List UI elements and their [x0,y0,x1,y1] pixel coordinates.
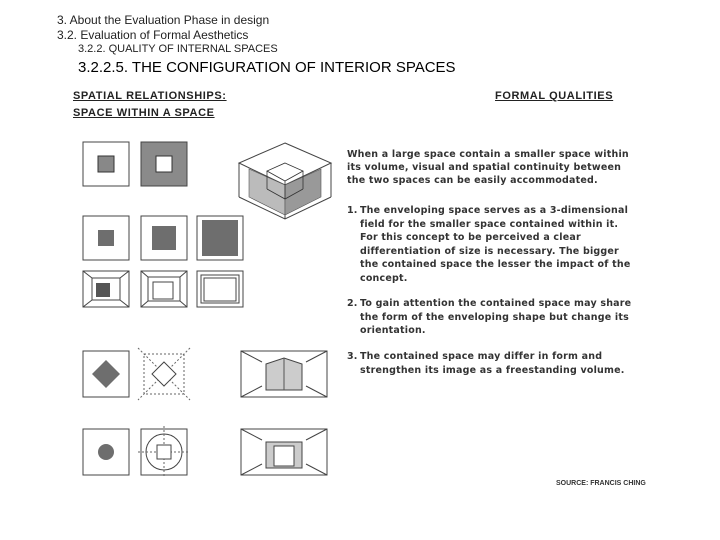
diamond-in-square-diagram [82,350,132,398]
perspective-volume-diagram [240,350,330,398]
isometric-box-diagram [237,141,333,221]
formal-qualities-label: FORMAL QUALITIES [495,90,614,102]
breadcrumb-line-3: 3.2.2. QUALITY OF INTERNAL SPACES [78,43,278,55]
perspective-room-diagram [82,270,132,310]
circle-grid-diagram [138,426,190,478]
intro-text: When a large space contain a smaller space within its volume, visual and spatial continuity between the two spaces can be easily accommodated. [347,149,629,186]
square-in-grey-square-diagram [140,141,190,187]
space-within-space-label: SPACE WITHIN A SPACE [73,107,215,119]
point-3-number: 3. [347,351,358,362]
perspective-room-diagram-2 [140,270,190,310]
point-2-number: 2. [347,298,358,309]
point-2-text: To gain attention the contained space may share the form of the enveloping shape but change its orientation. [360,298,632,336]
point-3 [347,350,637,377]
circle-in-square-diagram [82,428,132,476]
rotated-square-grid-diagram [138,348,190,400]
square-in-square-diagram [82,141,132,187]
breadcrumb-line-2: 3.2. Evaluation of Formal Aesthetics [57,28,249,42]
point-1 [347,204,637,285]
large-contained-square-diagram [196,215,246,261]
point-1-number: 1. [347,205,358,216]
point-3-text: The contained space may differ in form and strengthen its image as a freestanding volume. [360,351,625,376]
point-1-text: The enveloping space serves as a 3-dimensional field for the smaller space contained within it. For this concept to be perceived a clear differentiation of size is necessary. The bigger the contained space the lesser the impact of the concept. [360,205,631,284]
perspective-freestanding-diagram [240,428,330,476]
page-title: 3.2.2.5. THE CONFIGURATION OF INTERIOR SPACES [78,59,456,76]
small-contained-square-diagram [82,215,132,261]
perspective-room-diagram-3 [196,270,246,310]
medium-contained-square-diagram [140,215,190,261]
spatial-relationships-label: SPATIAL RELATIONSHIPS: [73,90,227,102]
point-2 [347,297,637,338]
source-credit: SOURCE: FRANCIS CHING [556,480,646,487]
breadcrumb-line-1: 3. About the Evaluation Phase in design [57,13,270,27]
